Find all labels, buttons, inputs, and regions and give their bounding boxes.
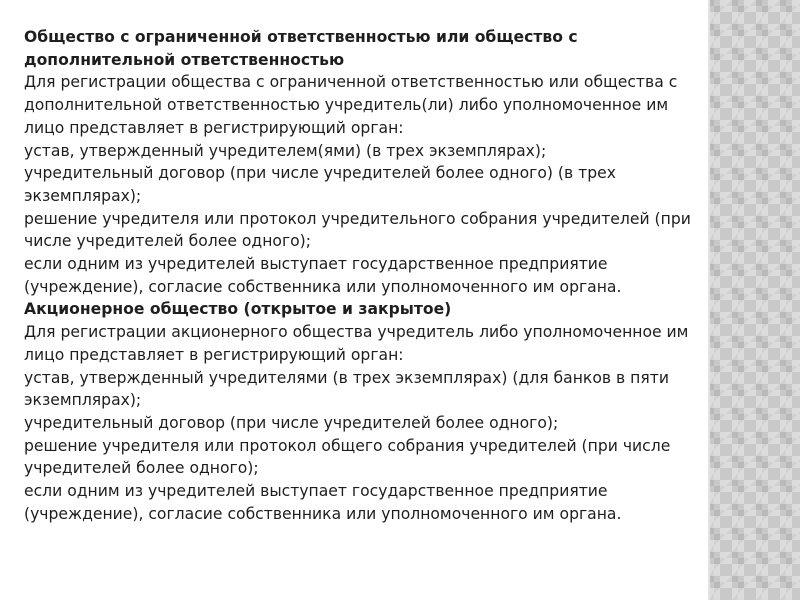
- decorative-side-pattern: [708, 0, 800, 600]
- slide-text-body: [24, 26, 696, 525]
- paragraph-ao-agreement: учредительный договор (при числе учредителей более одного);: [24, 413, 559, 432]
- paragraph-ao-decision: решение учредителя или протокол общего собрания учредителей (при числе учредителей более одного);: [24, 436, 671, 478]
- heading-ao: Акционерное общество (открытое и закрытое): [24, 300, 452, 319]
- paragraph-ooo-decision: решение учредителя или протокол учредительного собрания учредителей (при числе учредителей более одного);: [24, 209, 691, 251]
- paragraph-ao-intro: Для регистрации акционерного общества учредитель либо уполномоченное им лицо представляет в регистрирующий орган:: [24, 323, 689, 364]
- paragraph-ooo-agreement: учредительный договор (при числе учредителей более одного) (в трех экземплярах);: [24, 164, 616, 205]
- paragraph-ooo-intro: Для регистрации общества с ограниченной ответственностью или общества с дополнительной ответственностью учредитель(ли) либо уполномоченное им лицо представляет в регистрирующий орган:: [24, 73, 678, 137]
- paragraph-ao-charter: устав, утвержденный учредителями (в трех экземплярах) (для банков в пяти экземплярах);: [24, 368, 669, 410]
- paragraph-ooo-consent: если одним из учредителей выступает государственное предприятие (учреждение), согласие собственника или уполномоченного им органа.: [24, 255, 622, 296]
- paragraph-ao-consent: если одним из учредителей выступает государственное предприятие (учреждение), согласие собственника или уполномоченного им органа.: [24, 482, 622, 523]
- paragraph-ooo-charter: устав, утвержденный учредителем(ями) (в трех экземплярах);: [24, 141, 547, 160]
- heading-ooo: Общество с ограниченной ответственностью или общество с дополнительной ответственностью: [24, 28, 578, 69]
